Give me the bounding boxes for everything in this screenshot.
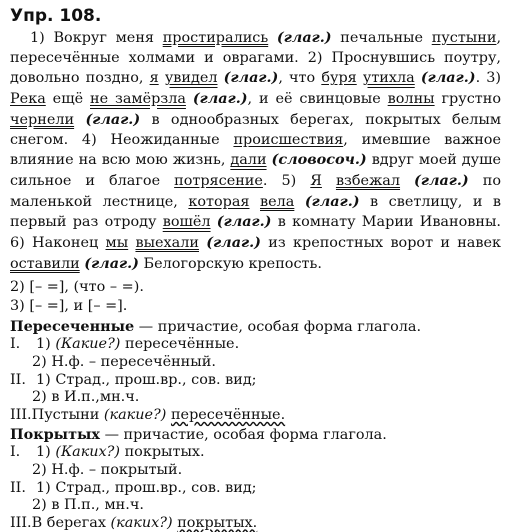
object-word: потрясение [174, 172, 263, 189]
subject-word: Река [10, 91, 46, 108]
predicate-word: выехали [135, 235, 199, 252]
sentence-schemes [10, 278, 501, 316]
analysis-header [10, 426, 501, 444]
analysis-row [10, 354, 501, 372]
subject-word: буря [321, 70, 357, 87]
text-segment: 1) Вокруг меня [30, 30, 154, 46]
pos-tag: (глаг.) [304, 192, 360, 210]
subject-word: я [149, 70, 159, 87]
row-text: 2) в П.п., мн.ч. [32, 497, 144, 514]
predicate-word: дали [230, 152, 267, 169]
analysis-row [10, 515, 501, 532]
row-text: 2) в И.п.,мн.ч. [32, 389, 140, 406]
row-text: 1) [36, 336, 56, 353]
analysis-row [10, 372, 501, 390]
text-segment: в светлицу, и в первый раз отроду [10, 193, 502, 231]
row-text: В берегах [31, 514, 111, 531]
predicate-word: утихла [362, 70, 415, 87]
text-segment: в комнату Марии Ивановны. 6) Наконец [10, 214, 501, 252]
roman-numeral: I. [10, 336, 21, 353]
predicate-word: чернели [10, 111, 75, 128]
predicate-word: не замёрзла [90, 91, 186, 108]
pos-tag: (глаг.) [84, 254, 139, 272]
attribute-word: пересечённые. [170, 406, 286, 423]
text-segment: в однообразных берегах, покрытых белым снегом. 4) Неожиданные [10, 111, 502, 148]
analysis-row [10, 407, 501, 425]
row-text: 2) Н.ф. – пересечённый. [32, 354, 216, 371]
row-text: 1) Страд., прош.вр., сов. вид; [36, 371, 257, 388]
pos-tag: (глаг.) [420, 69, 476, 87]
roman-numeral: I. [10, 444, 21, 461]
scheme-line: 2) [– =], (что – =). [10, 279, 144, 296]
text-segment: . 3) [475, 70, 502, 87]
predicate-word: вела [260, 193, 295, 210]
text-segment: , и её свинцовые [247, 91, 388, 108]
text-segment: , пересечённые холмами и оврагами. 2) Проснувшись поутру, довольно поздно, [10, 30, 502, 87]
analysis-row [10, 336, 501, 354]
subject-word: пустыни [431, 30, 497, 46]
subject-word: происшествия [233, 131, 344, 148]
text-segment: грустно [434, 91, 502, 108]
question: (Какие?) [55, 336, 121, 353]
roman-numeral: III. [10, 406, 32, 423]
subject-word: мы [105, 235, 129, 252]
predicate-word: увидел [164, 70, 218, 87]
exercise-text [10, 28, 501, 274]
text-segment: Белогорскую крепость. [138, 255, 322, 272]
pos-tag: (глаг.) [414, 171, 469, 189]
analysis-desc: — причастие, особая форма глагола. [134, 319, 422, 336]
row-text: Пустыни [31, 406, 104, 423]
subject-word: которая [188, 193, 250, 210]
roman-numeral: II. [10, 371, 26, 388]
question: (каких?) [110, 514, 173, 531]
pos-tag: (глаг.) [276, 29, 332, 46]
pos-tag: (словосоч.) [271, 151, 367, 169]
predicate-word: оставили [10, 255, 80, 272]
analysis-header [10, 318, 501, 336]
text-segment: вдруг моей душе сильное и благое [10, 152, 501, 189]
analysis-row [10, 389, 501, 407]
predicate-word: взбежал [335, 172, 401, 189]
predicate-word: простирались [162, 30, 269, 46]
scheme-line: 3) [– =], и [– =]. [10, 298, 128, 315]
subject-word: Я [310, 172, 322, 189]
pos-tag: (глаг.) [85, 110, 141, 128]
text-segment: . 5) [262, 172, 311, 189]
text-segment: печальные [331, 30, 432, 46]
question: (какие?) [103, 406, 167, 423]
roman-numeral: II. [10, 479, 26, 496]
exercise-title: Упр. 108. [10, 6, 102, 26]
analysis-row [10, 497, 501, 515]
text-segment: , имевшие важное влияние на всю мою жизнь, [10, 131, 501, 169]
analysis-row [10, 444, 501, 462]
pos-tag: (глаг.) [192, 90, 248, 108]
analysis-word: Покрытых [10, 426, 100, 444]
text-segment: по маленькой лестнице, [10, 172, 501, 210]
analysis-row [10, 480, 501, 498]
row-text: пересечённые. [120, 336, 240, 353]
row-text: покрытых. [120, 444, 205, 461]
pos-tag: (глаг.) [216, 213, 272, 231]
text-segment: , что [278, 70, 322, 87]
pos-tag: (глаг.) [206, 234, 261, 252]
attribute-word: покрытых. [177, 514, 258, 531]
roman-numeral: III. [10, 514, 32, 531]
predicate-word: вошёл [162, 214, 211, 231]
row-text: 1) Страд., прош.вр., сов. вид; [36, 479, 257, 496]
row-text: 1) [36, 444, 56, 461]
pos-tag: (глаг.) [223, 69, 279, 87]
subject-word: волны [387, 91, 435, 108]
text-segment: из крепостных ворот и навек [260, 235, 502, 252]
text-segment: ещё [45, 91, 90, 108]
question: (Каких?) [55, 444, 120, 461]
analysis-desc: — причастие, особая форма глагола. [100, 427, 387, 444]
analysis-row [10, 462, 501, 480]
row-text: 2) Н.ф. – покрытый. [32, 462, 183, 478]
analysis-word: Пересеченные [10, 318, 135, 336]
